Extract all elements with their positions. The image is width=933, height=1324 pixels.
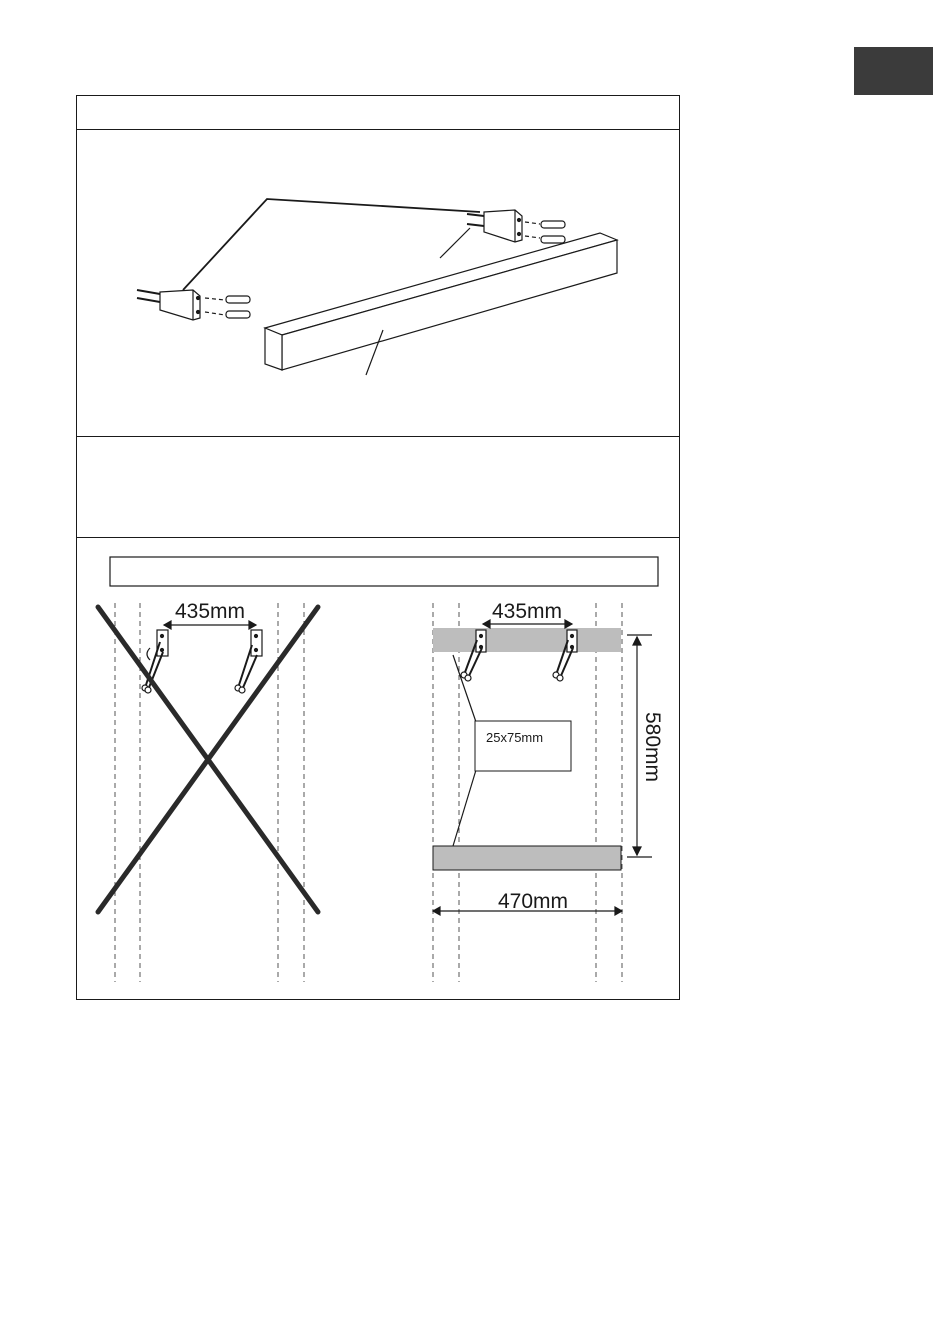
horizontal-distance-label: 470mm <box>497 890 569 913</box>
board-size-label: 25x75mm <box>486 730 544 745</box>
bottom-mounting-board <box>433 846 621 870</box>
wall-plug-icon <box>226 296 250 318</box>
wall-stud-lines <box>115 603 304 982</box>
wooden-board <box>265 233 617 370</box>
wall-plug-icon <box>541 221 565 243</box>
correct-example <box>433 600 664 982</box>
bracket-leader-line <box>440 228 470 258</box>
board-size-box <box>475 721 571 771</box>
wall-stud-lines <box>433 603 622 982</box>
screw-icon <box>467 214 484 226</box>
board-callout-lines <box>453 655 476 846</box>
wrong-example <box>98 600 318 982</box>
right-bracket <box>467 210 565 243</box>
wall-top-bar <box>110 557 658 586</box>
top-mounting-board <box>433 628 621 652</box>
left-bracket <box>137 290 250 320</box>
bracket-icon <box>235 630 262 693</box>
screw-icon <box>137 290 160 302</box>
exploded-view <box>137 199 617 375</box>
correct-spacing-label: 435mm <box>491 600 563 623</box>
vertical-distance-label: 580mm <box>641 711 664 783</box>
bracket-connector-line <box>183 199 480 290</box>
wrong-spacing-label: 435mm <box>174 600 246 623</box>
cross-mark-icon <box>98 607 318 912</box>
